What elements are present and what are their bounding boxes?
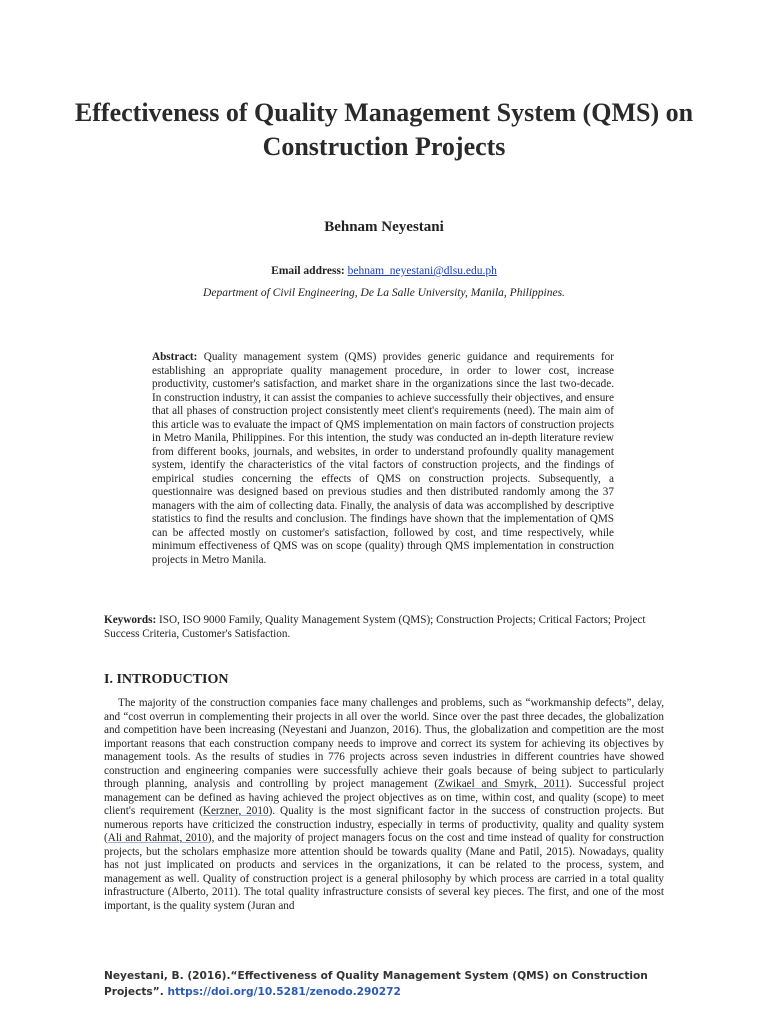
introduction-body	[104, 697, 664, 913]
citation-link-ali-rahmat[interactable]: Ali and Rahmat, 2010	[107, 832, 208, 844]
email-label: Email address:	[271, 265, 345, 277]
citation-footer	[104, 968, 664, 1000]
keywords-label: Keywords:	[104, 614, 157, 626]
paper-title: Effectiveness of Quality Management System (QMS) on Construction Projects	[74, 98, 694, 161]
doi-link[interactable]: https://doi.org/10.5281/zenodo.290272	[167, 986, 401, 998]
intro-text-1: The majority of the construction companies face many challenges and problems, such as “workmanship defects”, delay, and “cost overrun in complementing their projects in all over the world. Since over the past three decades, the globalization and competition have been increasing (Neyestani and Juanzon, 2016). Thus, the globalization and competition are the most important reasons that each construction company needs to improve and correct its system for achieving its objectives by management tools. As the results of studies in 776 projects across seven industries in different countries have showed construction and engineering companies were successfully achieve their goals because of being subject to particularly through planning, analysis and controlling by project management (	[104, 697, 664, 790]
intro-text-3: ). Quality is the most significant factor in the success of construction projects. But numerous reports have criticized the construction industry, especially in terms of productivity, quality and quality system (	[104, 805, 664, 844]
abstract-text: Quality management system (QMS) provides generic guidance and requirements for establishing an appropriate quality management procedure, in order to lower cost, increase productivity, customer's satisfaction, and market share in the organizations since the last two-decade. In construction industry, it can assist the companies to achieve successfully their objectives, and ensure that all phases of construction project consistently meet client's requirements (need). The main aim of this article was to evaluate the impact of QMS implementation on main factors of construction projects in Metro Manila, Philippines. For this intention, the study was conducted an in-depth literature review from different books, journals, and websites, in order to understand profoundly quality management system, identify the characteristics of the vital factors of construction projects, and the findings of empirical studies concerning the effects of QMS on construction projects. Subsequently, a questionnaire was designed based on previous studies and then distributed randomly among the 37 managers with the aim of collecting data. Finally, the analysis of data was accomplished by descriptive statistics to find the results and conclusion. The findings have shown that the implementation of QMS can be affected mostly on customer's satisfaction, followed by cost, and time respectively, while minimum effectiveness of QMS was on scope (quality) through QMS implementation in construction projects in Metro Manila.	[152, 351, 614, 566]
intro-text-4: ), and the majority of project managers focus on the cost and time instead of quality for construction projects, but the scholars emphasize more attention should be towards quality (Mane and Patil, 2015). Nowadays, quality has not just implicated on products and services in the organizations, it can be related to the process, system, and management as well. Quality of construction project is a general philosophy by which process are carried in a total quality infrastructure (Alberto, 2011). The total quality infrastructure consists of several key pieces. The first, and one of the most important, is the quality system (Juran and	[104, 832, 664, 912]
citation-link-kerzner[interactable]: Kerzner, 2010	[202, 805, 269, 817]
author-name: Behnam Neyestani	[324, 219, 444, 235]
intro-text-2: ). Successful project management can be defined as having achieved the project objectives as on time, within cost, and quality (scope) to meet client's requirement (	[104, 778, 665, 817]
keywords-text: ISO, ISO 9000 Family, Quality Management System (QMS); Construction Projects; Critical Factors; Project Success Criteria, Customer's Satisfaction.	[104, 614, 646, 640]
keywords	[104, 613, 664, 641]
abstract	[152, 351, 614, 567]
email-link[interactable]: behnam_neyestani@dlsu.edu.ph	[347, 265, 497, 277]
footer-citation: Neyestani, B. (2016).“Effectiveness of Quality Management System (QMS) on Construction Projects”.	[104, 970, 648, 998]
section-heading: I. INTRODUCTION	[104, 672, 229, 687]
abstract-label: Abstract:	[152, 351, 198, 363]
email-line	[0, 265, 768, 277]
intro-paragraph	[104, 697, 664, 913]
affiliation: Department of Civil Engineering, De La Salle University, Manila, Philippines.	[203, 287, 565, 299]
citation-link-zwikael[interactable]: Zwikael and Smyrk, 2011	[438, 778, 566, 790]
